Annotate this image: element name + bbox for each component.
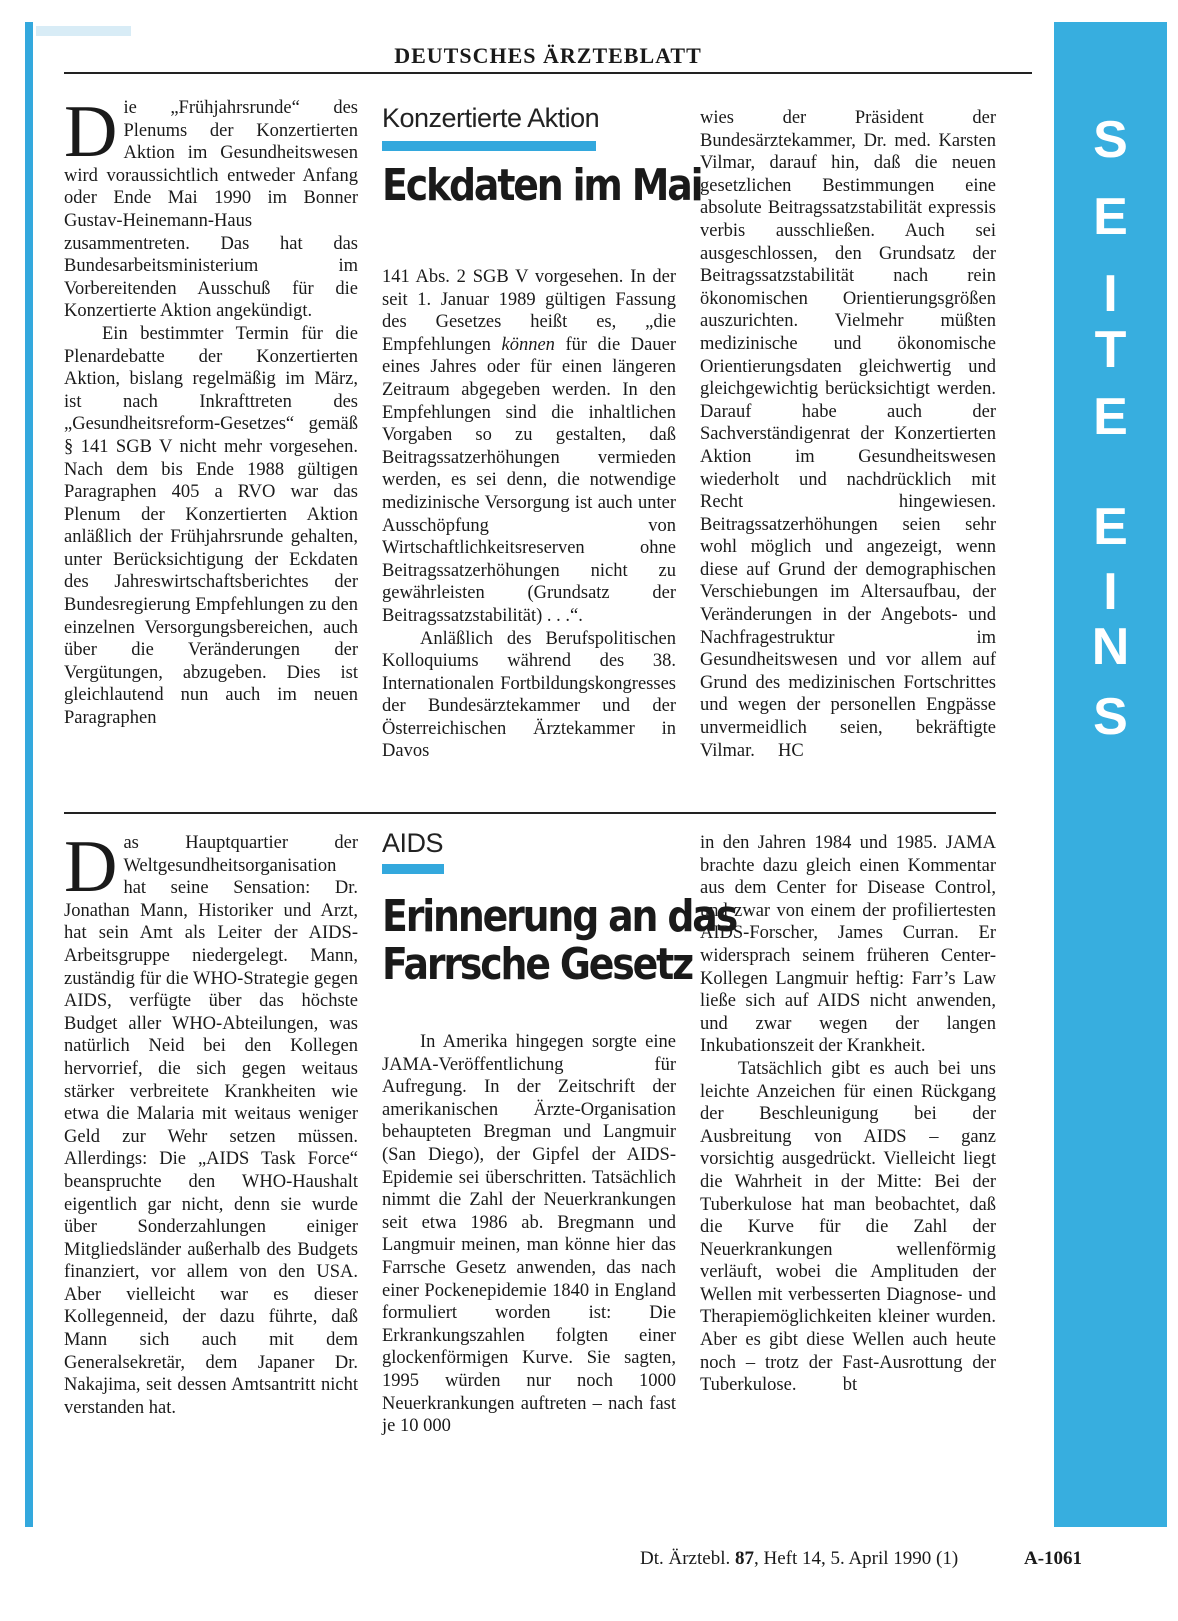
masthead bbox=[64, 40, 1032, 74]
citation-suffix: , Heft 14, 5. April 1990 (1) bbox=[753, 1548, 959, 1569]
text-run: für die Dauer eines Jahres oder für einen längeren Zeitraum abgegeben werden. In den Empfehlungen sind die inhaltlichen Vorgaben so zu gestalten, daß Beitragssatzerhöhungen vermieden werden, es sei denn, die notwendige medizinische Versorgung ist auch unter Ausschöpfung von Wirtschaftlichkeitsreserven ohne Beitragssatzerhöhungen nicht zu gewährleisten (Grundsatz der Beitragssatzstabilität) . . .“. bbox=[382, 334, 676, 626]
article2-column-3 bbox=[700, 832, 996, 1397]
page-number: A-1061 bbox=[1024, 1548, 1083, 1569]
article2-column-1 bbox=[64, 826, 358, 1419]
article1-kicker: Konzertierte Aktion bbox=[382, 103, 600, 133]
side-letter: E bbox=[1093, 388, 1128, 446]
article2-paragraph: as Hauptquartier der Weltgesundheitsorganisation hat seine Sensation: Dr. Jonathan Mann, Historiker und Arzt, hat sein Amt als Leiter der AIDS-Arbeitsgruppe niedergelegt. Mann, zuständig für die WHO-Strategie gegen AIDS, verfügte über das höchste Budget aller WHO-Abteilungen, was natürlich Neid bei den Kollegen hervorrief, die sich gegen weitaus stärker verbreitete Krankheiten wie etwa die Malaria mit weitaus weniger Geld zur Wehr setzen müssen. Allerdings: Die „AIDS Task Force“ beanspruchte den WHO-Haushalt eigentlich gar nicht, denn sie wurde über Sonderzahlungen einiger Mitgliedsländer außerhalb des Budgets finanziert, vor allem von den USA. Aber vielleicht war es dieser Kollegenneid, der dazu führte, daß Mann sich auch mit dem Generalsekretär, dem Japaner Dr. Nakajima, seit dessen Amtsantritt nicht verstanden hat. bbox=[64, 833, 358, 1418]
side-letter: E bbox=[1093, 188, 1128, 246]
article-separator bbox=[64, 812, 996, 814]
article2-paragraph bbox=[700, 1058, 996, 1397]
side-letter: I bbox=[1103, 563, 1118, 621]
article2-paragraph: in den Jahren 1984 und 1985. JAMA brachte dazu gleich einen Kommentar aus dem Center for Disease Control, und zwar von einem der profiliertesten AIDS-Forscher, James Curran. Er widersprach seinem früheren Center-Kollegen Langmuir heftig: Farr’s Law ließe sich auf AIDS nicht anwenden, und zwar wegen der langen Inkubationszeit der Krankheit. bbox=[700, 833, 996, 1057]
article2-accent-bar bbox=[382, 864, 444, 874]
side-letter: N bbox=[1091, 618, 1130, 676]
article1-paragraph: Anläßlich des Berufspolitischen Kolloquiums während des 38. Internationalen Fortbildungskongresses der Bundesärztekammer und der Österreichischen Ärztekammer in Davos bbox=[382, 628, 676, 762]
citation-prefix: Dt. Ärztebl. bbox=[640, 1548, 735, 1569]
article1-headline: Eckdaten im Mai bbox=[382, 160, 702, 211]
side-letter: S bbox=[1093, 688, 1128, 746]
article2-column-2 bbox=[382, 1031, 676, 1438]
text-run: Tatsächlich gibt es auch bei uns leichte Anzeichen für einen Rückgang der Beschleunigung bei der Ausbreitung von AIDS – ganz vorsichtig ausgedrückt. Vielleicht liegt die Wahrheit in der Mitte: Bei der Tuberkulose hat man beobachtet, daß die Kurve für die Zahl der Neuerkrankungen wellenförmig verläuft, wobei die Amplituden der Wellen mit verbesserten Diagnose- und Therapiemöglichkeiten kleiner wurden. Aber es gibt diese Wellen auch heute noch – trotz der Fast-Ausrottung der Tuberkulose. bbox=[700, 1058, 996, 1396]
article1-dropcap: D bbox=[64, 91, 118, 173]
left-accent-bar bbox=[25, 22, 33, 1527]
side-letter: E bbox=[1093, 498, 1128, 556]
article2-dropcap: D bbox=[64, 826, 118, 908]
article1-paragraph bbox=[700, 107, 996, 762]
text-run: wies der Präsident der Bundesärztekammer, Dr. med. Karsten Vilmar, darauf hin, daß die neuen gesetzlichen Bestimmungen eine absolute Beitragssatzstabilität expressis verbis ausschließen. Auch sei ausgeschlossen, den Grundsatz der Beitragssatzstabilität nach rein ökonomischen Orientierungsgrößen auszurichten. Vielmehr müßten medizinische und ökonomische Orientierungsdaten gleichwertig und gleichgewichtig berücksichtigt werden. Darauf habe auch der Sachverständigenrat der Konzertierten Aktion im Gesundheitswesen wiederholt und nachdrücklich mit Recht hingewiesen. Beitragssatzerhöhungen seien sehr wohl möglich und angezeigt, wenn diese auf Grund der demographischen Verschiebungen im Altersaufbau, der Veränderungen in der Angebots- und Nachfragestruktur im Gesundheitswesen und vor allem auf Grund des medizinischen Fortschrittes und wegen der personellen Engpässe unvermeidlich seien, bekräftigte Vilmar. bbox=[700, 108, 996, 761]
side-band-seite-eins bbox=[1054, 22, 1167, 1527]
article1-column-2 bbox=[382, 266, 676, 763]
citation bbox=[640, 1548, 958, 1570]
citation-volume: 87 bbox=[734, 1548, 754, 1569]
article1-paragraph bbox=[382, 266, 676, 628]
article1-column-3 bbox=[700, 107, 996, 762]
text-emphasis: können bbox=[501, 334, 555, 355]
masthead-title: DEUTSCHES ÄRZTEBLATT bbox=[394, 43, 702, 68]
side-letter: T bbox=[1094, 321, 1127, 379]
article2-signature: bt bbox=[842, 1375, 858, 1396]
article2-kicker: AIDS bbox=[382, 828, 444, 858]
article2-headline-line-1: Erinnerung an das bbox=[382, 891, 737, 942]
article1-column-1 bbox=[64, 91, 358, 730]
article1-paragraph: Ein bestimmter Termin für die Plenardebatte der Konzertierten Aktion, bislang regelmäßig im März, ist nach Inkrafttreten des „Gesundheitsreform-Gesetzes“ gemäß § 141 SGB V nicht mehr vorgesehen. Nach dem bis Ende 1988 gültigen Paragraphen 405 a RVO war das Plenum der Konzertierten Aktion anläßlich der Frühjahrsrunde gehalten, unter Berücksichtigung der Eckdaten des Jahreswirtschaftsberichtes der Bundesregierung Empfehlungen zu den einzelnen Versorgungsbereichen, auch über die Veränderungen der Vergütungen, abzugeben. Dies ist gleichlautend nun auch im neuen Paragraphen bbox=[64, 323, 358, 729]
article2-headline-line-2: Farrsche Gesetz bbox=[382, 939, 693, 990]
article1-accent-bar bbox=[382, 141, 596, 151]
article2-paragraph: In Amerika hingegen sorgte eine JAMA-Veröffentlichung für Aufregung. In der Zeitschrift der amerikanischen Ärzte-Organisation behaupteten Bregman und Langmuir (San Diego), der Gipfel der AIDS-Epidemie sei überschritten. Tatsächlich nimmt die Zahl der Neuerkrankungen seit etwa 1986 ab. Bregmann und Langmuir meinen, man könne hier das Farrsche Gesetz anwenden, das nach einer Pockenepidemie 1840 in England formuliert worden ist: Die Erkrankungszahlen folgten einer glockenförmigen Kurve. Sie sagten, 1995 würden nur noch 1000 Neuerkrankungen auftreten – nach fast je 10 000 bbox=[382, 1032, 676, 1437]
text-run: 141 Abs. 2 SGB V vorgesehen. In der seit 1. Januar 1989 gültigen Fassung des Gesetzes heißt es, „die Empfehlungen bbox=[382, 267, 676, 355]
scan-mark bbox=[36, 26, 131, 36]
article1-paragraph: ie „Frühjahrsrunde“ des Plenums der Konzertierten Aktion im Gesundheitswesen wird voraussichtlich entweder Anfang oder Ende Mai 1990 im Bonner Gustav-Heinemann-Haus zusammentreten. Das hat das Bundesarbeitsministerium im Vorbereitenden Ausschuß für die Konzertierte Aktion angekündigt. bbox=[64, 98, 358, 322]
side-letter: S bbox=[1093, 111, 1128, 169]
article1-signature: HC bbox=[778, 740, 804, 761]
side-letter: I bbox=[1103, 265, 1118, 323]
